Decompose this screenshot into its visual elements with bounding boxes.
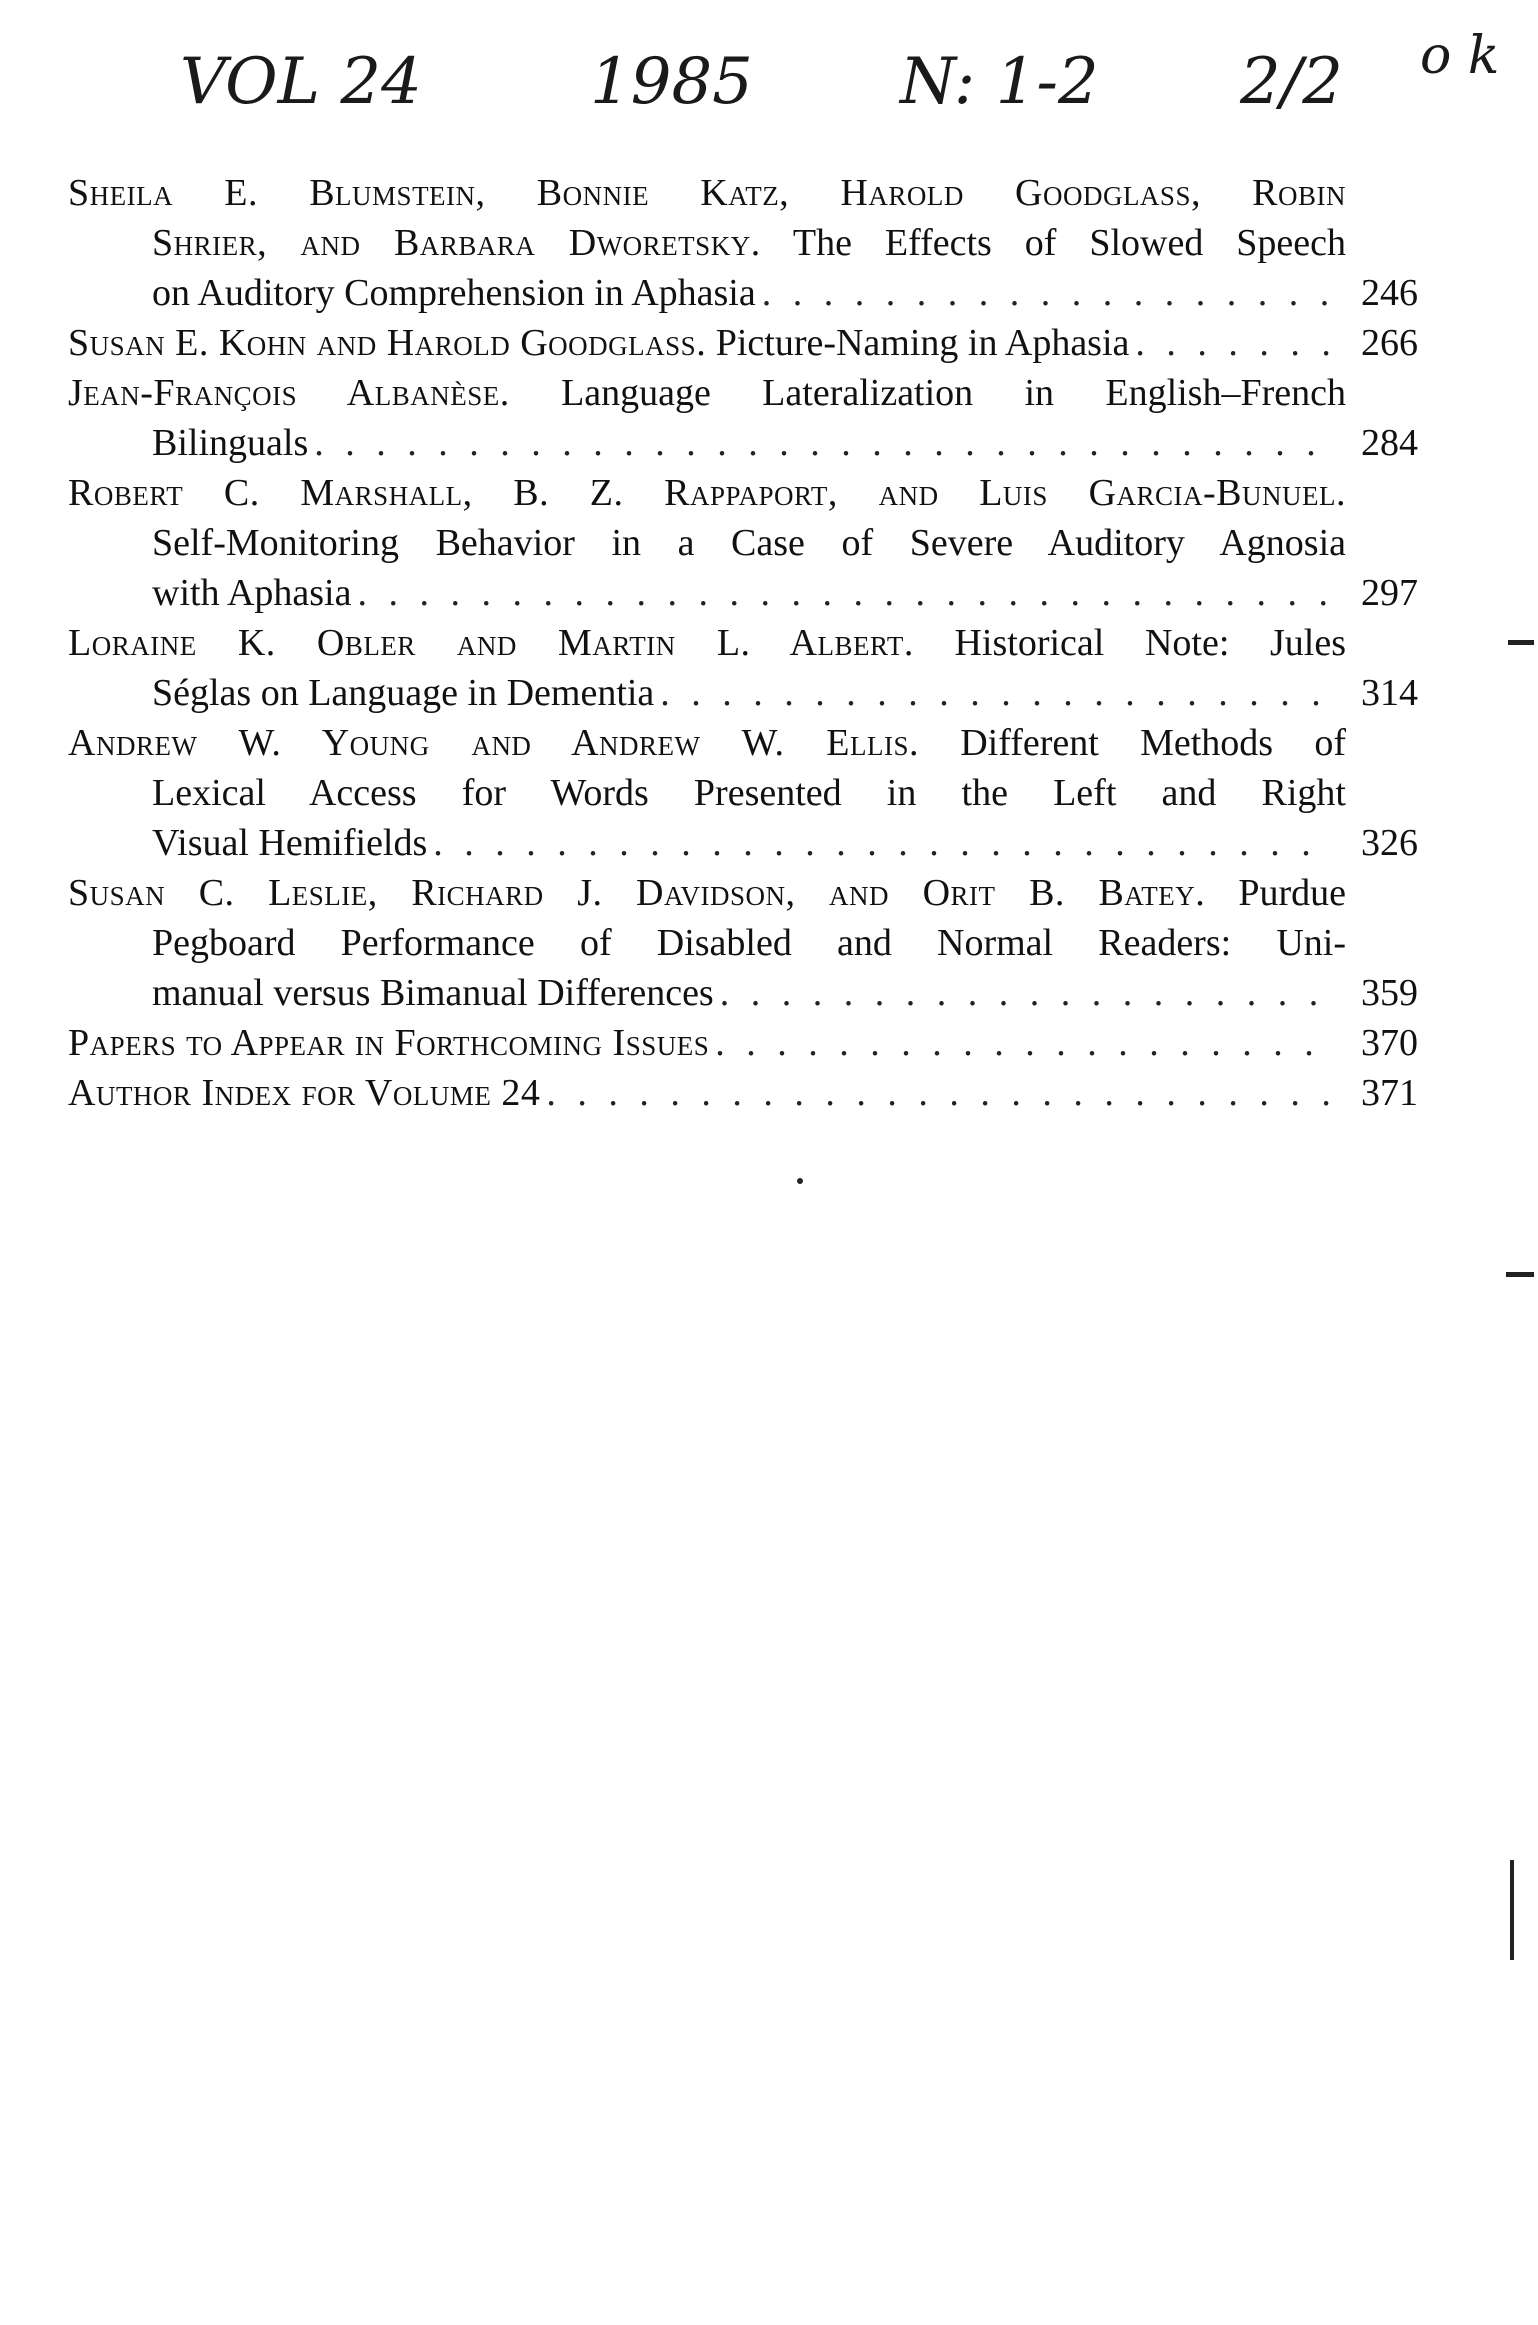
article-title: on Auditory Comprehension in Aphasia bbox=[152, 272, 756, 314]
page-number: 246 bbox=[1361, 272, 1418, 314]
toc-entry bbox=[68, 318, 1418, 368]
dot-leader bbox=[433, 818, 1332, 868]
toc-entry bbox=[68, 1068, 1418, 1118]
author-names: Papers to Appear in Forthcoming Issues bbox=[68, 1022, 710, 1064]
dot-leader bbox=[762, 268, 1332, 318]
author-names: Shrier, and Barbara Dworetsky. bbox=[152, 222, 761, 264]
handwritten-volume: VOL 24 bbox=[180, 45, 422, 119]
toc-line bbox=[68, 668, 1418, 718]
toc-line-text bbox=[68, 718, 1346, 768]
article-title: manual versus Bimanual Differences bbox=[152, 972, 714, 1014]
toc-entry bbox=[68, 1018, 1418, 1068]
toc-line bbox=[68, 1068, 1418, 1118]
handwritten-year: 1985 bbox=[590, 45, 753, 119]
margin-mark bbox=[1510, 1860, 1514, 1960]
page-number: 266 bbox=[1361, 322, 1418, 364]
handwritten-fraction: 2/2 bbox=[1240, 45, 1343, 119]
toc-line bbox=[68, 318, 1418, 368]
toc-line bbox=[68, 818, 1418, 868]
stray-dot bbox=[797, 1178, 803, 1184]
toc-entry bbox=[68, 868, 1418, 1018]
toc-line bbox=[68, 768, 1418, 818]
author-names: Author Index for Volume 24 bbox=[68, 1072, 541, 1114]
article-title: Lexical Access for Words Presented in the Left and Right bbox=[152, 772, 1346, 814]
toc-line-text bbox=[68, 168, 1346, 218]
handwritten-ok: o k bbox=[1420, 26, 1500, 86]
page-number: 297 bbox=[1361, 572, 1418, 614]
article-title: with Aphasia bbox=[152, 572, 352, 614]
author-names: Andrew W. Young and Andrew W. Ellis. bbox=[68, 722, 919, 764]
toc-line-text bbox=[152, 818, 427, 868]
article-title: Pegboard Performance of Disabled and Normal Readers: Uni- bbox=[152, 922, 1346, 964]
page-number: 359 bbox=[1361, 972, 1418, 1014]
toc-line-text bbox=[68, 618, 1346, 668]
toc-line-text bbox=[152, 968, 714, 1018]
page-number: 371 bbox=[1361, 1072, 1418, 1114]
toc-line-text bbox=[68, 318, 1129, 368]
dot-leader bbox=[720, 968, 1332, 1018]
toc-line-text bbox=[68, 1018, 709, 1068]
margin-mark bbox=[1506, 1272, 1534, 1277]
margin-mark bbox=[1508, 640, 1534, 645]
toc-entry bbox=[68, 468, 1418, 618]
toc-line bbox=[68, 868, 1418, 918]
article-title: Purdue bbox=[1205, 872, 1346, 914]
article-title: Séglas on Language in Dementia bbox=[152, 672, 655, 714]
dot-leader bbox=[660, 668, 1332, 718]
dot-leader bbox=[715, 1018, 1332, 1068]
author-names: Robert C. Marshall, B. Z. Rappaport, and Luis Garcia-Bunuel. bbox=[68, 472, 1346, 514]
handwritten-annotation bbox=[160, 10, 1530, 160]
handwritten-issue: N: 1-2 bbox=[900, 45, 1099, 119]
article-title: Visual Hemifields bbox=[152, 822, 428, 864]
toc-line-text bbox=[152, 918, 1346, 968]
toc-line bbox=[68, 718, 1418, 768]
article-title: The Effects of Slowed Speech bbox=[760, 222, 1346, 264]
toc-line bbox=[68, 268, 1418, 318]
toc-line bbox=[68, 968, 1418, 1018]
toc-line bbox=[68, 168, 1418, 218]
toc-line bbox=[68, 218, 1418, 268]
dot-leader bbox=[357, 568, 1332, 618]
toc-line bbox=[68, 518, 1418, 568]
toc-line bbox=[68, 468, 1418, 518]
toc-line-text bbox=[68, 468, 1346, 518]
table-of-contents bbox=[68, 168, 1418, 1118]
page-number: 370 bbox=[1361, 1022, 1418, 1064]
article-title: Different Methods of bbox=[918, 722, 1346, 764]
toc-entry bbox=[68, 718, 1418, 868]
author-names: Susan E. Kohn and Harold Goodglass. bbox=[68, 322, 707, 364]
toc-line-text bbox=[68, 368, 1346, 418]
toc-line bbox=[68, 368, 1418, 418]
article-title: Self-Monitoring Behavior in a Case of Severe Auditory Agnosia bbox=[152, 522, 1346, 564]
toc-line bbox=[68, 918, 1418, 968]
article-title: Language Lateralization in English–French bbox=[509, 372, 1346, 414]
page-number: 284 bbox=[1361, 422, 1418, 464]
author-names: Susan C. Leslie, Richard J. Davidson, and Orit B. Batey. bbox=[68, 872, 1206, 914]
dot-leader bbox=[546, 1068, 1332, 1118]
toc-line bbox=[68, 1018, 1418, 1068]
author-names: Jean-François Albanèse. bbox=[68, 372, 510, 414]
toc-line-text bbox=[152, 268, 756, 318]
toc-entry bbox=[68, 168, 1418, 318]
page-number: 326 bbox=[1361, 822, 1418, 864]
toc-line-text bbox=[68, 868, 1346, 918]
toc-line-text bbox=[152, 668, 654, 718]
author-names: Loraine K. Obler and Martin L. Albert. bbox=[68, 622, 914, 664]
toc-line-text bbox=[152, 768, 1346, 818]
toc-line-text bbox=[152, 418, 308, 468]
article-title: Bilinguals bbox=[152, 422, 309, 464]
toc-line bbox=[68, 418, 1418, 468]
toc-line-text bbox=[152, 568, 351, 618]
article-title: Historical Note: Jules bbox=[913, 622, 1346, 664]
toc-line-text bbox=[68, 1068, 540, 1118]
article-title: Picture-Naming in Aphasia bbox=[706, 322, 1130, 364]
toc-line bbox=[68, 618, 1418, 668]
toc-line-text bbox=[152, 218, 1346, 268]
toc-entry bbox=[68, 618, 1418, 718]
toc-entry bbox=[68, 368, 1418, 468]
toc-line bbox=[68, 568, 1418, 618]
author-names: Sheila E. Blumstein, Bonnie Katz, Harold Goodglass, Robin bbox=[68, 172, 1346, 214]
toc-line-text bbox=[152, 518, 1346, 568]
page-number: 314 bbox=[1361, 672, 1418, 714]
dot-leader bbox=[314, 418, 1332, 468]
dot-leader bbox=[1135, 318, 1332, 368]
